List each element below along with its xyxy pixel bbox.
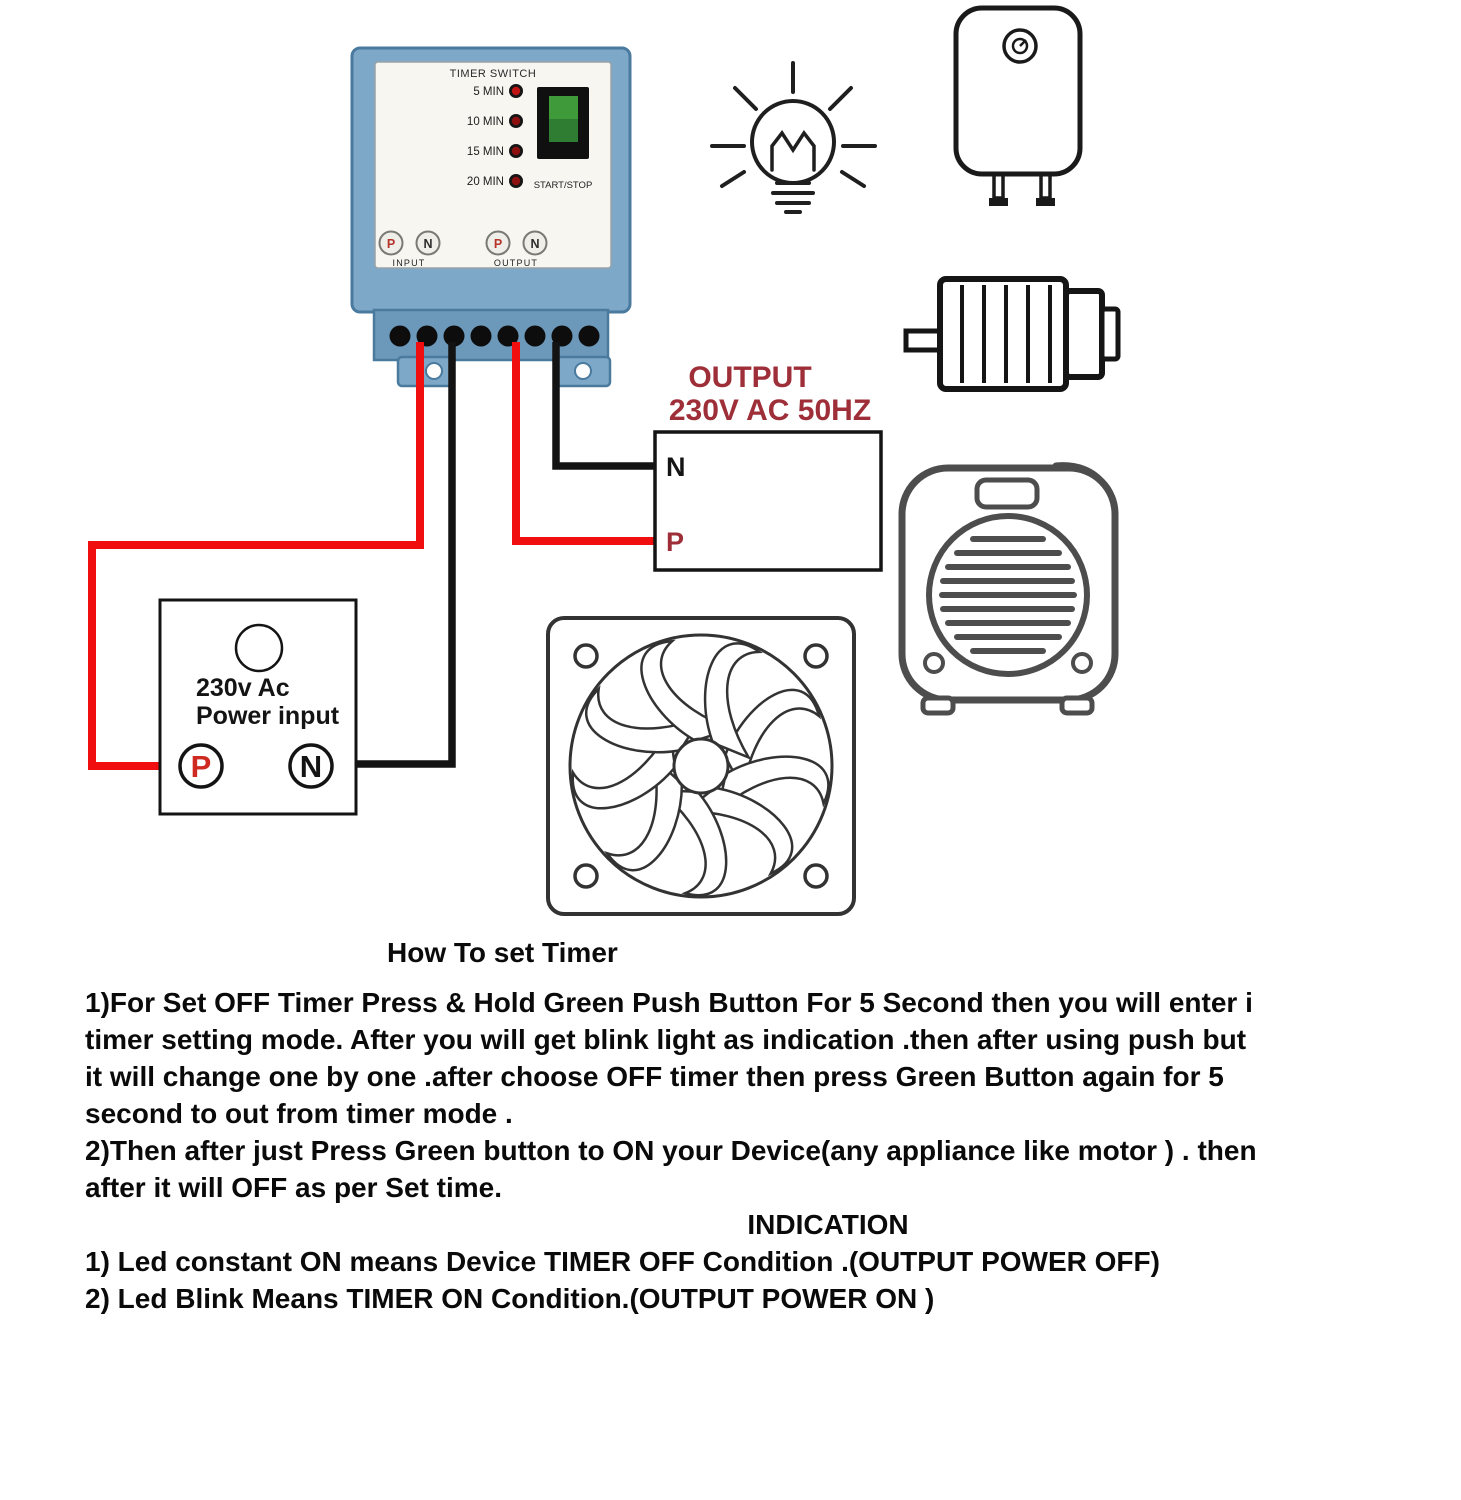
input-label: INPUT (392, 258, 426, 268)
tab-hole-right (575, 363, 591, 379)
led-5min-core (512, 87, 520, 95)
heater-body (956, 8, 1080, 174)
mounting-tab-left (398, 357, 452, 386)
power-box-line2: Power input (196, 702, 340, 730)
socket-hole (236, 625, 282, 671)
output-heading-1: OUTPUT (688, 361, 812, 394)
indication-heading: INDICATION (747, 1209, 909, 1240)
motor-end-bell (1066, 291, 1102, 377)
output-box-frame (655, 432, 881, 570)
water-heater-icon (956, 8, 1080, 206)
instruction-line-2: timer setting mode. After you will get blink light as indication .then after using push but (85, 1024, 1247, 1055)
led-label-20min: 20 MIN (466, 176, 504, 188)
bulb-icon (712, 63, 875, 212)
motor-shaft (906, 331, 940, 350)
power-p-letter: P (190, 749, 212, 784)
start-stop-button (537, 87, 589, 159)
led-label-10min: 10 MIN (466, 116, 504, 128)
fan-heater-icon (902, 466, 1115, 713)
fan-heater-foot-left (923, 698, 953, 713)
device-title: TIMER SWITCH (449, 68, 537, 80)
terminal-screw (579, 326, 600, 347)
output-load-box (655, 361, 881, 570)
fan-hub (674, 739, 728, 793)
instruction-line-5: 2)Then after just Press Green button to ON your Device(any appliance like motor ) . then (85, 1135, 1257, 1166)
heater-pipe-cap-right (1036, 198, 1055, 206)
instruction-line-6: after it will OFF as per Set time. (85, 1172, 502, 1203)
button-green-shade (549, 119, 578, 142)
motor-icon (906, 279, 1118, 389)
power-n-letter: N (299, 749, 323, 784)
output-heading-2: 230V AC 50HZ (668, 394, 872, 427)
howto-heading: How To set Timer (387, 937, 618, 968)
output-label: OUTPUT (493, 258, 539, 268)
power-box-line1: 230v Ac (196, 674, 290, 702)
bulb-rays (712, 63, 875, 186)
power-input-box (160, 600, 356, 814)
start-stop-label: START/STOP (533, 180, 593, 191)
instruction-line-3: it will change one by one .after choose OFF timer then press Green Button again for 5 (85, 1061, 1224, 1092)
led-label-15min: 15 MIN (466, 146, 504, 158)
indication-line-2: 2) Led Blink Means TIMER ON Condition.(OUTPUT POWER ON ) (85, 1283, 935, 1314)
led-15min-core (512, 147, 520, 155)
terminal-screw (525, 326, 546, 347)
instruction-line-1: 1)For Set OFF Timer Press & Hold Green Push Button For 5 Second then you will enter i (85, 987, 1253, 1018)
instruction-line-4: second to out from timer mode . (85, 1098, 513, 1129)
instructions-block (85, 934, 1461, 1317)
output-box-p: P (666, 527, 685, 557)
heater-pipe-left (994, 174, 1003, 198)
bulb-filament (772, 133, 814, 170)
led-20min-core (512, 177, 520, 185)
terminal-screw (471, 326, 492, 347)
fan-heater-foot-right (1062, 698, 1092, 713)
fan-icon (548, 618, 854, 914)
led-10min-core (512, 117, 520, 125)
timer-switch-device (352, 48, 630, 386)
bulb-base (773, 183, 813, 212)
terminal-screw (390, 326, 411, 347)
grille-slats (942, 539, 1074, 651)
heater-pipe-right (1041, 174, 1050, 198)
input-n-letter: N (423, 237, 433, 251)
bulb-glass (752, 101, 834, 183)
heater-pipe-cap-left (989, 198, 1008, 206)
input-p-letter: P (386, 237, 396, 251)
output-box-n: N (666, 452, 686, 482)
tab-hole-left (426, 363, 442, 379)
output-n-letter: N (530, 237, 540, 251)
output-p-letter: P (493, 237, 503, 251)
motor-tail (1102, 309, 1118, 359)
indication-line-1: 1) Led constant ON means Device TIMER OFF Condition .(OUTPUT POWER OFF) (85, 1246, 1160, 1277)
led-label-5min: 5 MIN (473, 86, 504, 98)
motor-body (940, 279, 1066, 389)
